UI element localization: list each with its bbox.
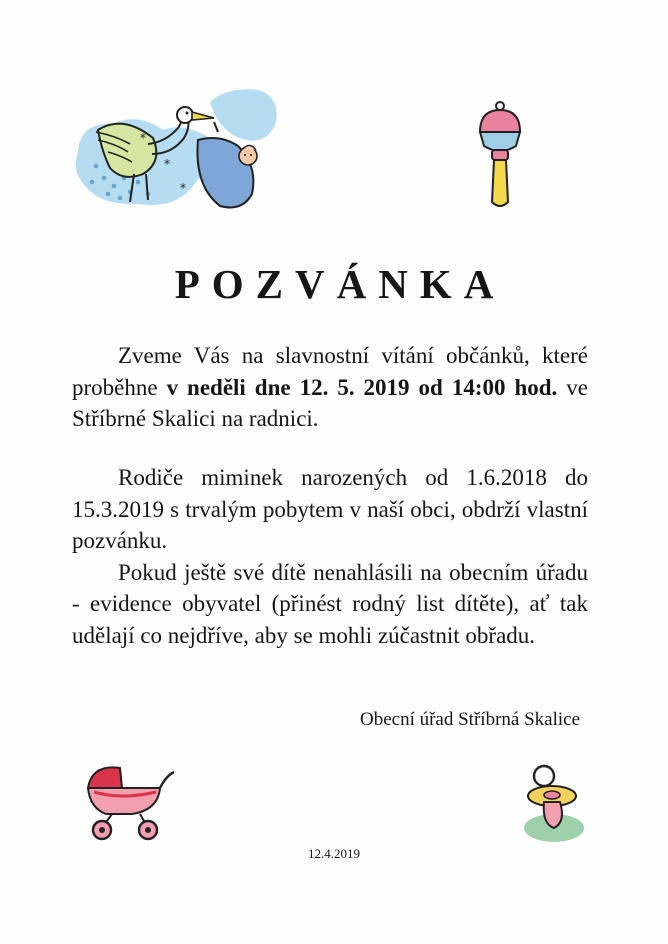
pram-icon [82, 758, 177, 843]
svg-text:*: * [140, 131, 146, 145]
signature: Obecní úřad Stříbrná Skalice [359, 709, 580, 730]
document-date: 12.4.2019 [308, 846, 360, 861]
details-paragraphs [72, 462, 588, 651]
invitation-paragraph [72, 340, 588, 435]
event-date-time: v neděli dne 12. 5. 2019 od 14:00 hod. [166, 374, 558, 400]
svg-text:*: * [180, 181, 186, 195]
event-place: ve Stříbrné Skalici na radnici. [72, 374, 588, 431]
stork-with-baby-icon [68, 82, 280, 217]
eligibility-paragraph: Rodiče miminek narozených od 1.6.2018 do 15.3.2019 s trvalým pobytem v naší obci, obdrží vlastní pozvánku. [72, 465, 588, 553]
paragraph-intro: Zveme Vás na slavnostní vítání občánků, které proběhne [72, 343, 588, 400]
rattle-icon [472, 100, 528, 212]
registration-paragraph: Pokud ještě své dítě nenahlásili na obecním úřadu - evidence obyvatel (přinést rodný list dítěte), ať tak udělají co nejdříve, aby se mohli zúčastnit obřadu. [72, 559, 588, 648]
pacifier-icon [514, 762, 586, 844]
invitation-title: POZVÁNKA [174, 261, 506, 307]
svg-text:*: * [164, 157, 170, 171]
